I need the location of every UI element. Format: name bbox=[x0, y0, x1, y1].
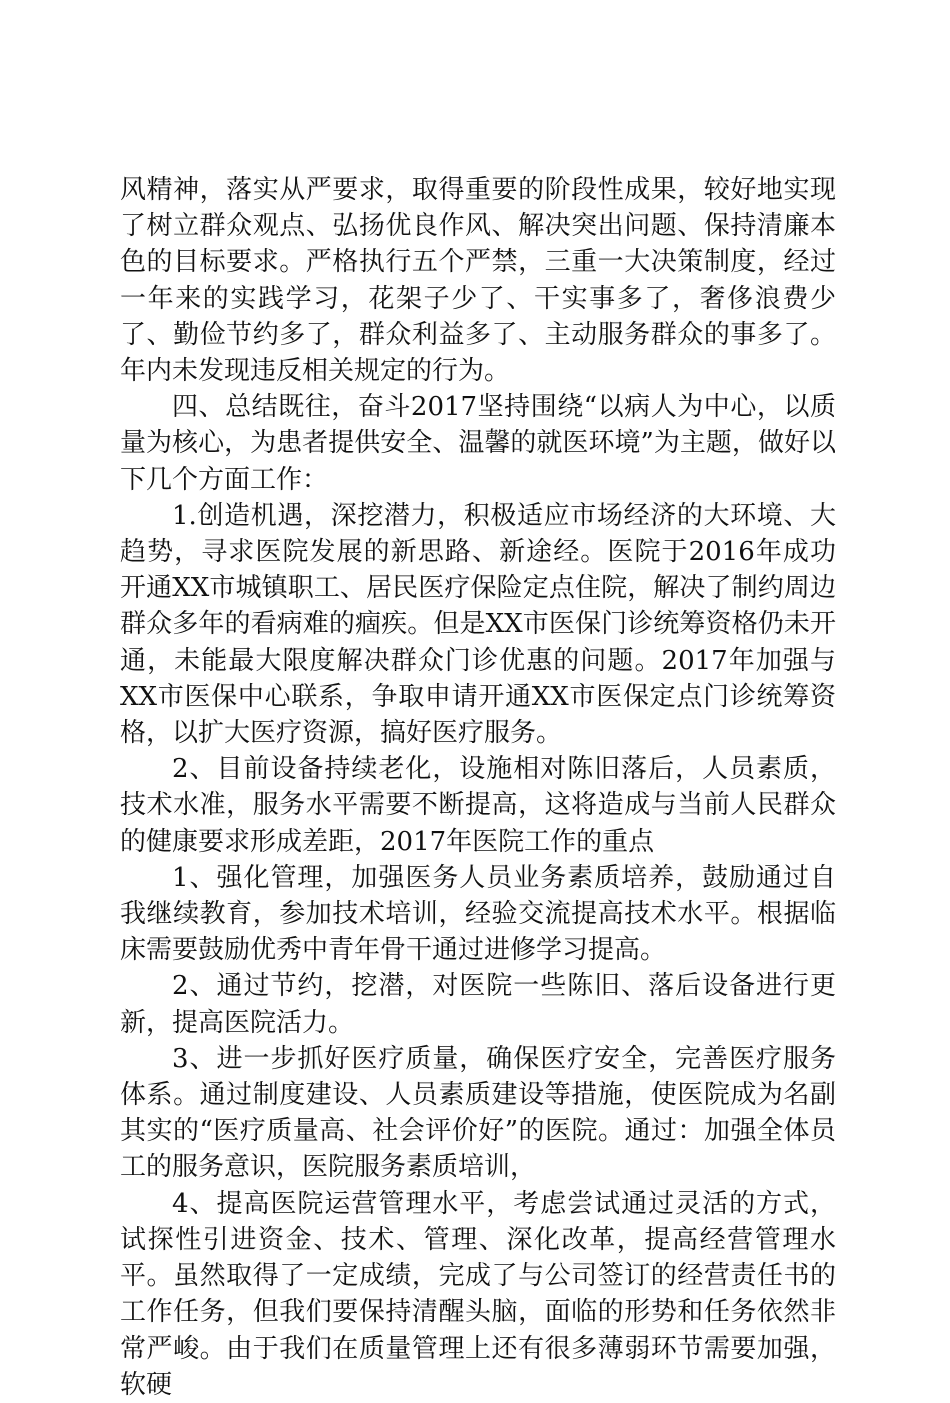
paragraph-item-2-equipment: 2、目前设备持续老化，设施相对陈旧落后，人员素质，技术水准，服务水平需要不断提高，这将造成与当前人民群众的健康要求形成差距，2017年医院工作的重点 bbox=[120, 754, 836, 857]
paragraph-sub-1-management: 1、强化管理，加强医务人员业务素质培养，鼓励通过自我继续教育，参加技术培训，经验交流提高技术水平。根据临床需要鼓励优秀中青年骨干通过进修学习提高。 bbox=[120, 862, 836, 966]
paragraph-sub-3-quality: 3、进一步抓好医疗质量，确保医疗安全，完善医疗服务体系。通过制度建设、人员素质建设等措施，使医院成为名副其实的“医疗质量高、社会评价好”的医院。通过：加强全体员工的服务意识，医院服务素质培训， bbox=[120, 1043, 836, 1183]
paragraph-sub-2-renewal: 2、通过节约，挖潜，对医院一些陈旧、落后设备进行更新，提高医院活力。 bbox=[120, 971, 836, 1038]
document-body bbox=[120, 172, 836, 1403]
paragraph-sub-4-operations: 4、提高医院运营管理水平，考虑尝试通过灵活的方式，试探性引进资金、技术、管理、深化改革，提高经营管理水平。虽然取得了一定成绩，完成了与公司签订的经营责任书的工作任务，但我们要保持清醒头脑，面临的形势和任务依然非常严峻。由于我们在质量管理上还有很多薄弱环节需要加强，软硬 bbox=[120, 1188, 836, 1400]
paragraph-section-four: 四、总结既往，奋斗2017坚持围绕“以病人为中心，以质量为核心，为患者提供安全、温馨的就医环境”为主题，做好以下几个方面工作： bbox=[120, 392, 836, 495]
paragraph-item-1-opportunity: 1.创造机遇，深挖潜力，积极适应市场经济的大环境、大趋势，寻求医院发展的新思路、新途经。医院于2016年成功开通XX市城镇职工、居民医疗保险定点住院，解决了制约周边群众多年的看病难的痼疾。但是XX市医保门诊统筹资格仍未开通，未能最大限度解决群众门诊优惠的问题。2017年加强与XX市医保中心联系，争取申请开通XX市医保定点门诊统筹资格，以扩大医疗资源，搞好医疗服务。 bbox=[120, 500, 836, 749]
paragraph-work-style: 风精神，落实从严要求，取得重要的阶段性成果，较好地实现了树立群众观点、弘扬优良作风、解决突出问题、保持清廉本色的目标要求。严格执行五个严禁，三重一大决策制度，经过一年来的实践学习，花架子少了、干实事多了，奢侈浪费少了、勤俭节约多了，群众利益多了、主动服务群众的事多了。年内未发现违反相关规定的行为。 bbox=[120, 175, 836, 387]
